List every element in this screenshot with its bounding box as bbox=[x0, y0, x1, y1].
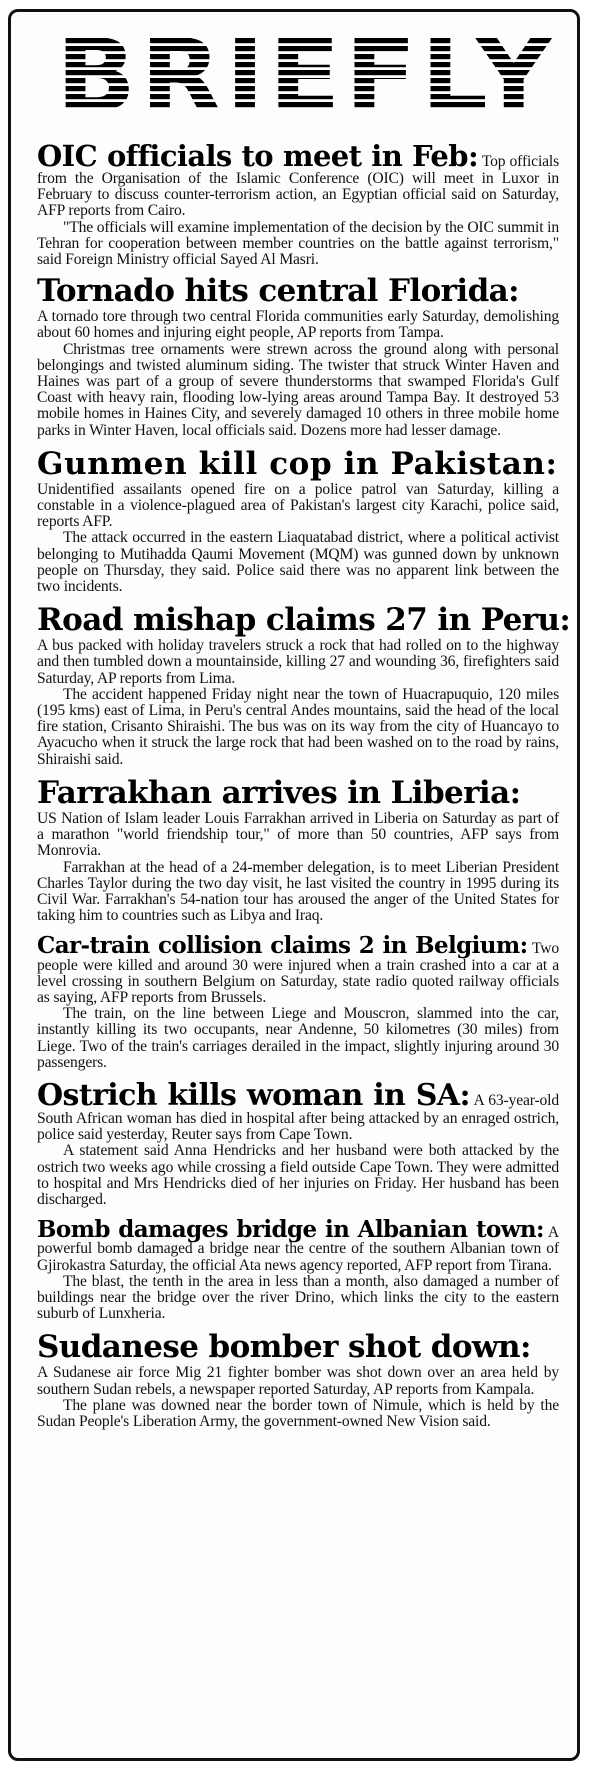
stories-list bbox=[11, 139, 577, 1430]
story-lead: Two people were killed and around 30 were injured when a train crashed into a car at a level crossing in southern Belgium on Saturday, state radio quoted railway officials as saying, AFP reports from Brussels. bbox=[37, 940, 559, 1006]
story-ostrich bbox=[11, 1077, 577, 1208]
story-lead: A Sudanese air force Mig 21 fighter bomber was shot down over an area held by southern Sudan rebels, a newspaper reported Saturday, AP reports from Kampala. bbox=[37, 1364, 559, 1398]
story-lead: Unidentified assailants opened fire on a police patrol van Saturday, killing a constable in a violence-plagued area of Pakistan's largest city Karachi, police said, reports AFP. bbox=[37, 480, 559, 531]
story-body bbox=[37, 934, 559, 1071]
story-headline: Sudanese bomber shot down: bbox=[37, 1329, 531, 1366]
show-through-text bbox=[71, 116, 511, 140]
story-headline: Car-train collision claims 2 in Belgium: bbox=[37, 932, 528, 960]
story-body bbox=[37, 1218, 559, 1322]
story-body bbox=[37, 638, 559, 768]
story-peru bbox=[11, 602, 577, 768]
story-belgium bbox=[11, 934, 577, 1071]
story-body bbox=[37, 482, 559, 595]
story-body bbox=[37, 309, 559, 439]
story-paragraph: Farrakhan at the head of a 24-member delegation, is to meet Liberian President Charles Taylor during the two day visit, he last visited the country in 1995 during its Civil War. Farrakhan's 54-nation tour has aroused the anger of the United States for taking him to countries such as Libya and Iraq. bbox=[37, 858, 559, 925]
story-paragraph: The plane was downed near the border town of Nimule, which is held by the Sudan People's Liberation Army, the government-owned New Vision said. bbox=[37, 1396, 559, 1430]
story-body bbox=[37, 811, 559, 924]
story-oic bbox=[11, 139, 577, 269]
briefly-logo bbox=[53, 30, 559, 116]
story-lead: US Nation of Islam leader Louis Farrakhan arrived in Liberia on Saturday as part of a marathon "world friendship tour," of more than 50 countries, AFP says from Monrovia. bbox=[37, 809, 559, 860]
story-body bbox=[37, 1077, 559, 1208]
story-headline: Ostrich kills woman in SA: bbox=[37, 1077, 470, 1113]
story-body bbox=[37, 1365, 559, 1430]
story-lead: A tornado tore through two central Florida communities early Saturday, demolishing about 60 homes and injuring eight people, AP reports from Tampa. bbox=[37, 308, 559, 342]
story-headline: Road mishap claims 27 in Peru: bbox=[37, 602, 571, 639]
story-headline: Gunmen kill cop in Pakistan: bbox=[37, 445, 558, 482]
story-headline: Farrakhan arrives in Liberia: bbox=[37, 774, 521, 811]
story-paragraph: Christmas tree ornaments were strewn across the ground along with personal belongings and twisted aluminum siding. The twister that struck Winter Haven and Haines was part of a group of severe thunderstorms that swamped Florida's Gulf Coast with heavy rain, flooding low-lying areas around Tampa Bay. It destroyed 53 mobile homes in Haines City, and severely damaged 10 others in three mobile home parks in Winter Haven, local officials said. Dozens more had lesser damage. bbox=[37, 340, 559, 439]
story-paragraph: The attack occurred in the eastern Liaquatabad district, where a political activist belonging to Mutihadda Qaumi Movement (MQM) was gunned down by unknown people on Thursday, they said. Police said there was no apparent link between the two incidents. bbox=[37, 529, 559, 596]
story-headline: OIC officials to meet in Feb: bbox=[37, 139, 479, 173]
svg-text:BRIEFLY: BRIEFLY bbox=[56, 30, 556, 116]
story-body bbox=[37, 139, 559, 269]
story-paragraph: A statement said Anna Hendricks and her husband were both attacked by the ostrich two weeks ago while crossing a field outside Cape Town. They were admitted to hospital and Mrs Hendricks died of her injuries on Friday. Her husband has been discharged. bbox=[37, 1142, 559, 1208]
story-lead: A bus packed with holiday travelers struck a rock that had rolled on to the highway and then tumbled down a mountainside, killing 27 and wounding 36, firefighters said Saturday, AP reports from Lima. bbox=[37, 637, 559, 687]
story-florida bbox=[11, 273, 577, 439]
masthead bbox=[11, 12, 577, 130]
story-paragraph: The train, on the line between Liege and Mouscron, slammed into the car, instantly killing its two occupants, near Andenne, 50 kilometres (30 miles) from Liege. Two of the train's carriages derailed in the impact, slightly injuring around 30 passengers. bbox=[37, 1005, 559, 1071]
story-paragraph: "The officials will examine implementation of the decision by the OIC summit in Tehran for cooperation between member countries on the battle against terrorism," said Foreign Ministry official Sayed Al Masri. bbox=[37, 218, 559, 269]
briefly-column bbox=[8, 9, 580, 1761]
story-pakistan bbox=[11, 445, 577, 596]
story-sudan bbox=[11, 1329, 577, 1430]
story-lead: A 63-year-old South African woman has died in hospital after being attacked by an enraged ostrich, police said yesterday, Reuter says from Cape Town. bbox=[37, 1091, 559, 1144]
story-lead: Top officials from the Organisation of the Islamic Conference (OIC) will meet in Luxor in February to discuss counter-terrorism action, an Egyptian official said on Saturday, AFP reports from Cairo. bbox=[37, 153, 559, 220]
story-paragraph: The blast, the tenth in the area in less than a month, also damaged a number of buildings near the bridge over the river Drino, which links the city to the eastern suburb of Lunxheria. bbox=[37, 1272, 559, 1323]
story-headline: Tornado hits central Florida: bbox=[37, 273, 519, 310]
story-headline: Bomb damages bridge in Albanian town: bbox=[37, 1216, 544, 1244]
story-lead: A powerful bomb damaged a bridge near the centre of the southern Albanian town of Gjirokastra Saturday, the official Ata news agency reported, AFP report from Tirana. bbox=[37, 1224, 560, 1274]
story-albania bbox=[11, 1218, 577, 1322]
story-paragraph: The accident happened Friday night near the town of Huacrapuquio, 120 miles (195 kms) east of Lima, in Peru's central Andes mountains, said the head of the local fire station, Crisanto Shiraishi. The bus was on its way from the city of Huancayo to Ayacucho when it struck the large rock that had been washed on to the road by rains, Shiraishi said. bbox=[37, 685, 559, 768]
story-liberia bbox=[11, 774, 577, 925]
